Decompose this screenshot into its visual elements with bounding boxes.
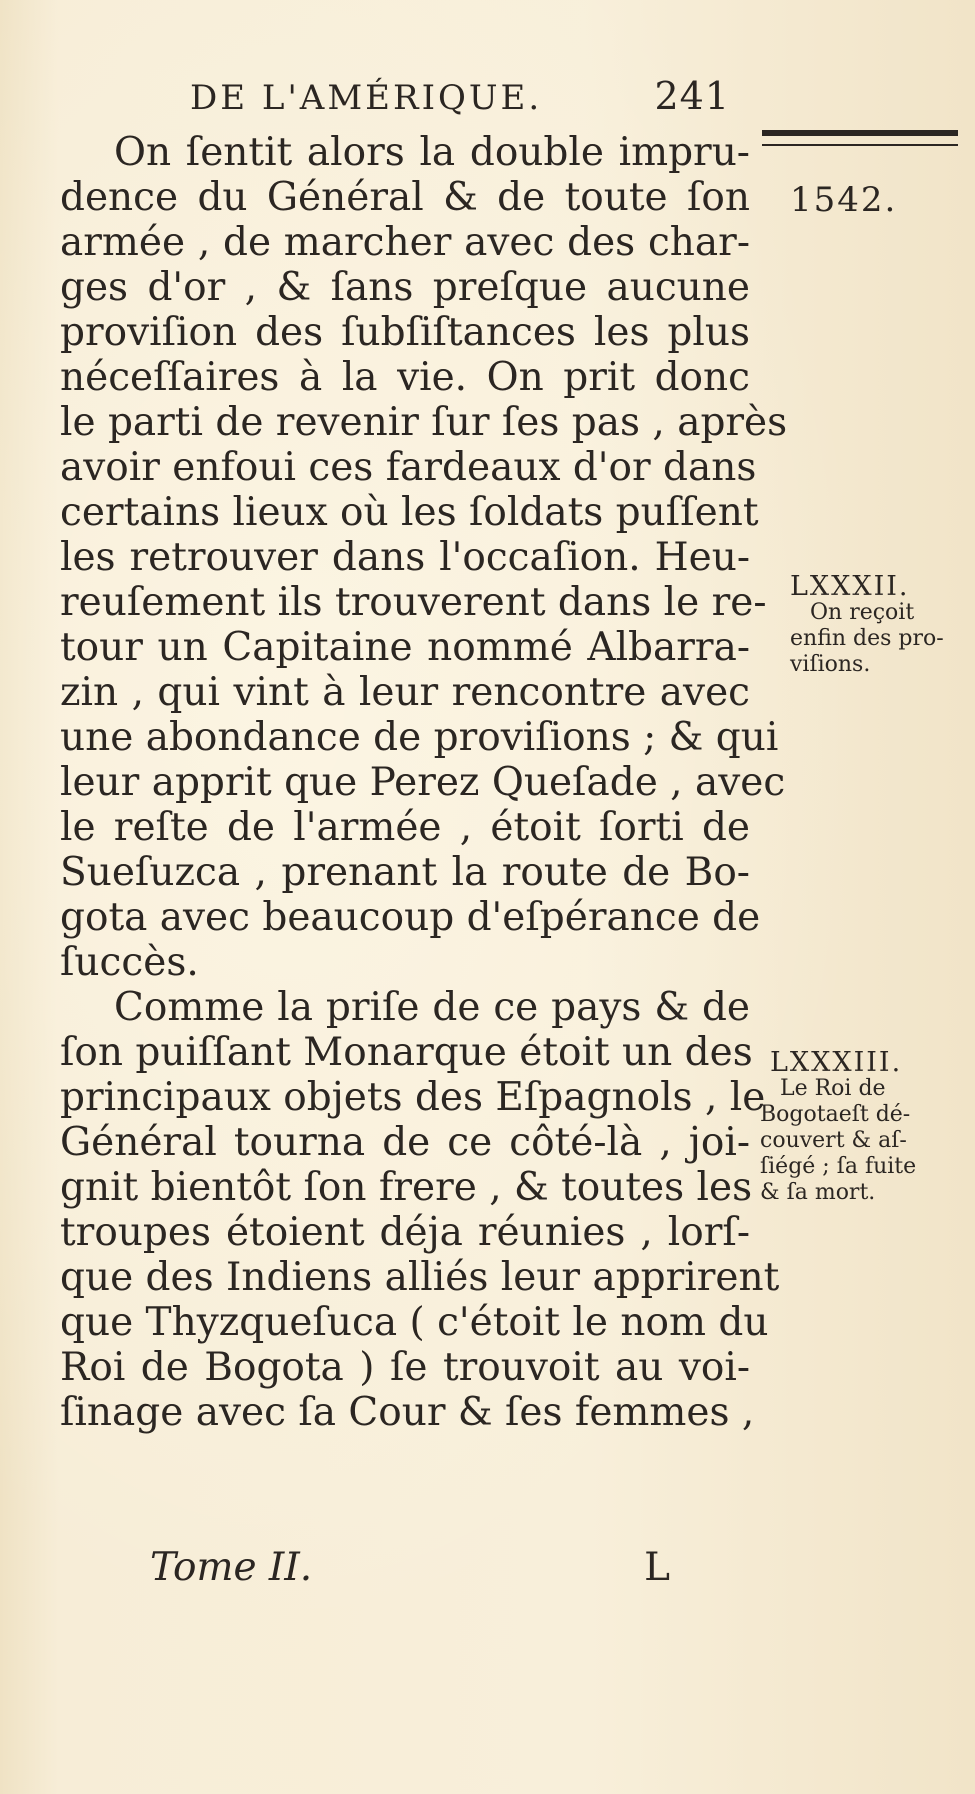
margin-note-line: viſions. — [790, 652, 871, 677]
text-line: le reſte de l'armée , étoit ſorti de — [60, 805, 750, 850]
margin-note — [790, 571, 944, 678]
signature-mark: L — [644, 1545, 670, 1590]
running-title: DE L'AMÉRIQUE. — [190, 78, 543, 118]
text-line: Comme la priſe de ce pays & de — [114, 985, 750, 1030]
text-line: leur apprit que Perez Queſade , avec — [60, 760, 786, 805]
margin-rule — [762, 130, 958, 136]
text-line: ſinage avec ſa Cour & ſes femmes , — [60, 1390, 755, 1435]
running-header — [190, 70, 750, 120]
margin-note-line: & ſa mort. — [760, 1180, 876, 1205]
margin-rule-thin — [762, 144, 958, 146]
text-line: proviſion des ſubſiſtances les plus — [60, 310, 750, 355]
text-line: ſuccès. — [60, 940, 199, 985]
margin-note-line: enfin des pro- — [790, 626, 944, 651]
text-line: gnit bientôt ſon frere , & toutes les — [60, 1165, 753, 1210]
margin-note — [760, 1047, 917, 1206]
text-line: tour un Capitaine nommé Albarra- — [60, 625, 750, 670]
margin-note-line: couvert & aſ- — [760, 1128, 907, 1153]
text-line: armée , de marcher avec des char- — [60, 220, 750, 265]
margin-note-line: On reçoit — [810, 600, 915, 625]
page-number: 241 — [654, 74, 730, 118]
text-line: troupes étoient déja réunies , lorſ- — [60, 1210, 750, 1255]
body-text — [60, 130, 788, 1435]
text-line: certains lieux où les ſoldats puſſent — [60, 490, 759, 535]
volume-label: Tome II. — [150, 1545, 313, 1590]
text-line: ges d'or , & ſans preſque aucune — [60, 265, 750, 310]
margin-note-number: LXXXII. — [790, 571, 910, 602]
text-line: néceſſaires à la vie. On prit donc — [60, 355, 750, 400]
text-line: principaux objets des Eſpagnols , le — [60, 1075, 766, 1120]
text-line: les retrouver dans l'occaſion. Heu- — [60, 535, 750, 580]
text-line: Sueſuzca , prenant la route de Bo- — [60, 850, 750, 895]
margin-note-line: ſiégé ; ſa fuite — [760, 1154, 917, 1179]
page-footer — [150, 1545, 670, 1595]
text-line: que Thyzqueſuca ( c'étoit le nom du — [60, 1300, 769, 1345]
text-line: une abondance de proviſions ; & qui — [60, 715, 779, 760]
text-line: Général tourna de ce côté-là , joi- — [60, 1120, 750, 1165]
text-line: que des Indiens alliés leur apprirent — [60, 1255, 780, 1300]
text-line: le parti de revenir ſur ſes pas , après — [60, 400, 788, 445]
text-line: avoir enfoui ces fardeaux d'or dans — [60, 445, 757, 490]
margin-year: 1542. — [790, 180, 898, 220]
margin-note-line: Bogotaeſt dé- — [760, 1102, 911, 1127]
text-line: Roi de Bogota ) ſe trouvoit au voi- — [60, 1345, 750, 1390]
text-line: gota avec beaucoup d'eſpérance de — [60, 895, 761, 940]
text-line: reuſement ils trouverent dans le re- — [60, 580, 767, 625]
text-line: On ſentit alors la double impru- — [114, 130, 750, 175]
text-line: dence du Général & de toute ſon — [60, 175, 750, 220]
margin-note-line: Le Roi de — [780, 1076, 886, 1101]
text-line: ſon puiſſant Monarque étoit un des — [60, 1030, 753, 1075]
text-line: zin , qui vint à leur rencontre avec — [60, 670, 750, 715]
margin-note-number: LXXXIII. — [770, 1047, 903, 1078]
